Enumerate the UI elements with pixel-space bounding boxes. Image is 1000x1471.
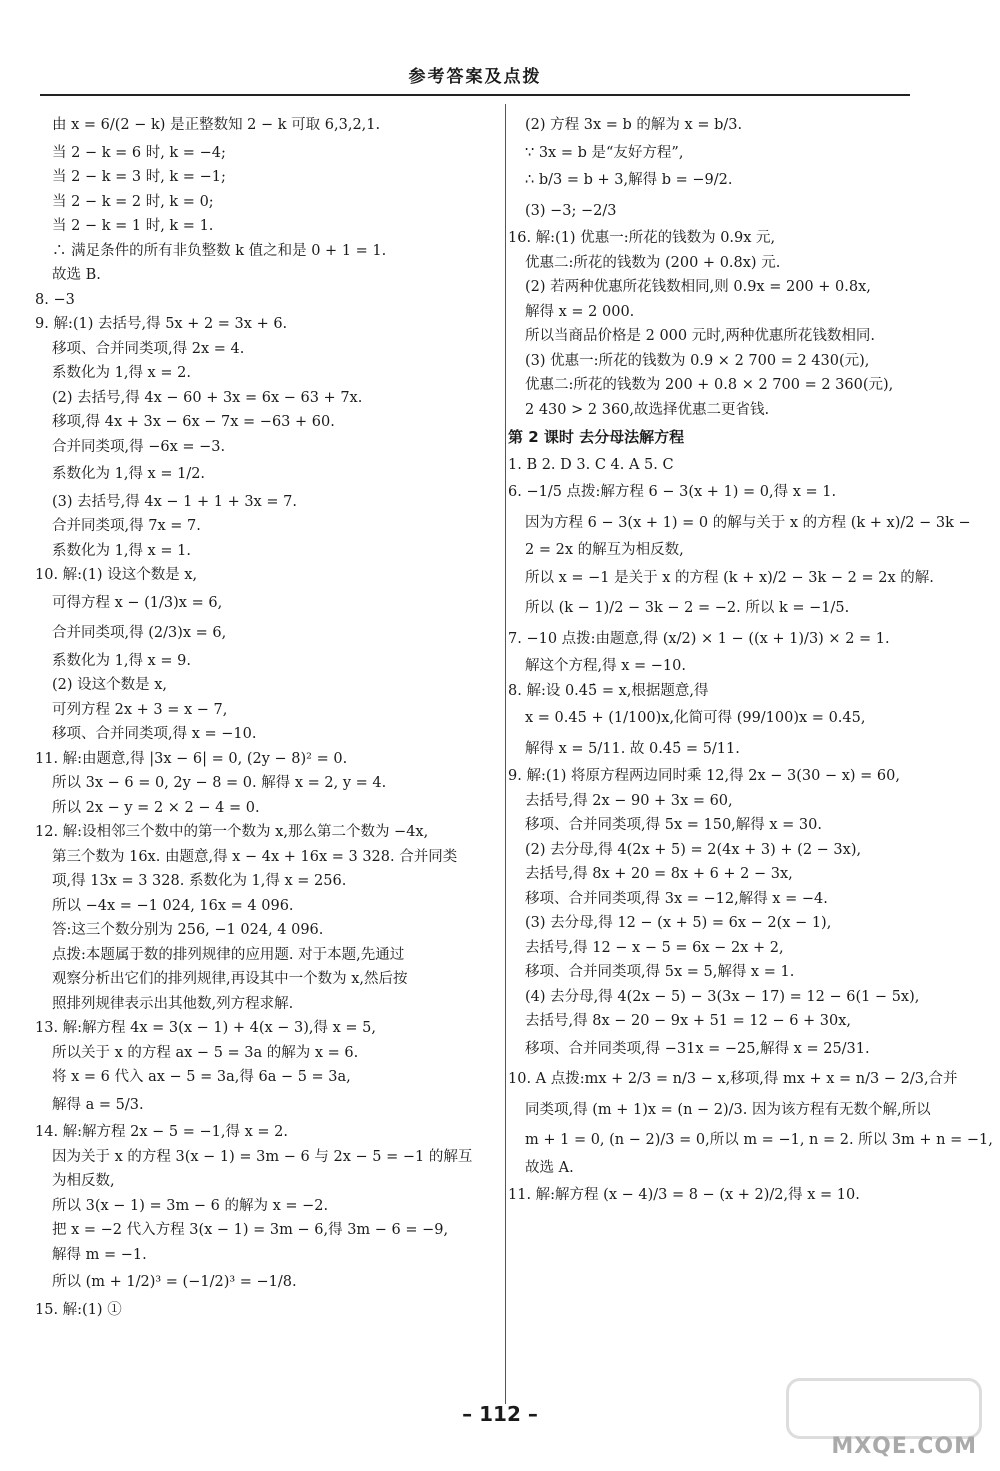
answer-line: 15. 解:(1) ① [35,1301,122,1318]
answer-line: (2) 去分母,得 4(2x + 5) = 2(4x + 3) + (2 − 3x), [525,841,862,858]
answer-line: 11. 解:解方程 (x − 4)/3 = 8 − (x + 2)/2,得 x = 10. [508,1187,860,1203]
answer-line: 系数化为 1,得 x = 9. [52,652,191,669]
answer-line: ∴ b/3 = b + 3,解得 b = −9/2. [525,172,733,188]
answer-line: 优惠二:所花的钱数为 200 + 0.8 × 2 700 = 2 360(元), [525,377,894,393]
left-column [35,112,475,1324]
header-rule [40,94,910,96]
answer-line: 移项、合并同类项,得 −31x = −25,解得 x = 25/31. [525,1040,870,1057]
answer-line: 合并同类项,得 7x = 7. [52,518,201,534]
answer-line: 解这个方程,得 x = −10. [525,658,686,674]
answer-line: 所以关于 x 的方程 ax − 5 = 3a 的解为 x = 6. [52,1044,359,1061]
answer-line: ∴ 满足条件的所有非负整数 k 值之和是 0 + 1 = 1. [52,242,387,259]
answer-line: 解得 x = 2 000. [525,303,635,320]
answer-line: (4) 去分母,得 4(2x − 5) − 3(3x − 17) = 12 − 6(1 − 5x), [525,988,920,1005]
answer-line: 10. A 点拨:mx + 2/3 = n/3 − x,移项,得 mx + x = n/3 − 2/3,合并 [508,1071,958,1087]
answer-line: 项,得 13x = 3 328. 系数化为 1,得 x = 256. [52,873,347,889]
page-number: – 112 – [462,1402,538,1426]
answer-line: 第三个数为 16x. 由题意,得 x − 4x + 16x = 3 328. 合并同类 [52,848,458,865]
watermark-text: MXQE.COM [831,1434,977,1459]
section-heading: 第 2 课时 去分母法解方程 [508,427,685,446]
answer-line: 解得 x = 5/11. 故 0.4̇5̇ = 5/11. [525,740,740,757]
answer-line: (3) −3; −2/3 [525,202,617,219]
answer-line: 6. −1/5 点拨:解方程 6 − 3(x + 1) = 0,得 x = 1. [508,484,837,500]
answer-line: (2) 方程 3x = b 的解为 x = b/3. [525,117,743,133]
answer-line: 9. 解:(1) 去括号,得 5x + 2 = 3x + 6. [35,316,288,332]
answer-line: 移项、合并同类项,得 2x = 4. [52,340,245,357]
answer-line: 观察分析出它们的排列规律,再设其中一个数为 x,然后按 [52,971,408,987]
answer-line: (3) 去分母,得 12 − (x + 5) = 6x − 2(x − 1), [525,915,832,931]
answer-line: 故选 B. [52,267,101,283]
answer-line: 12. 解:设相邻三个数中的第一个数为 x,那么第二个数为 −4x, [35,824,429,840]
answer-line: x = 0.45 + (1/100)x,化简可得 (99/100)x = 0.45, [525,710,866,726]
answer-line: 合并同类项,得 −6x = −3. [52,438,226,455]
answer-line: 所以 2x − y = 2 × 2 − 4 = 0. [52,799,260,816]
watermark-logo-icon [786,1378,982,1439]
answer-line: 所以 3x − 6 = 0, 2y − 8 = 0. 解得 x = 2, y = 4. [52,775,387,791]
answer-line: 移项、合并同类项,得 5x = 150,解得 x = 30. [525,817,822,833]
answer-line: 移项、合并同类项,得 5x = 5,解得 x = 1. [525,964,795,980]
answer-line: ∵ 3x = b 是“友好方程”, [525,144,684,161]
answer-line: (2) 去括号,得 4x − 60 + 3x = 6x − 63 + 7x. [52,389,363,406]
answer-line: 移项、合并同类项,得 x = −10. [52,726,257,742]
answer-line: (3) 优惠一:所花的钱数为 0.9 × 2 700 = 2 430(元), [525,352,870,369]
answer-line: 点拨:本题属于数的排列规律的应用题. 对于本题,先通过 [52,946,405,963]
answer-line: 去括号,得 8x − 20 − 9x + 51 = 12 − 6 + 30x, [525,1013,852,1029]
answer-line: (2) 若两种优惠所花钱数相同,则 0.9x = 200 + 0.8x, [525,279,871,295]
answer-line: 故选 A. [525,1159,574,1176]
answer-line: 8. 解:设 0.4̇5̇ = x,根据题意,得 [508,682,709,699]
answer-line: 去括号,得 12 − x − 5 = 6x − 2x + 2, [525,939,784,956]
answer-line: 9. 解:(1) 将原方程两边同时乘 12,得 2x − 3(30 − x) = 60, [508,768,900,784]
watermark [782,1378,982,1458]
answer-line: m + 1 = 0, (n − 2)/3 = 0,所以 m = −1, n = 2. 所以 3m + n = −1, [525,1132,993,1148]
answer-line: 当 2 − k = 2 时, k = 0; [52,193,214,210]
page-header-title: 参考答案及点拨 [408,67,542,87]
answer-line: 16. 解:(1) 优惠一:所花的钱数为 0.9x 元, [508,230,776,246]
answer-line: 系数化为 1,得 x = 1/2. [52,466,206,482]
answer-line: 照排列规律表示出其他数,列方程求解. [52,995,294,1012]
answer-line: 移项、合并同类项,得 3x = −12,解得 x = −4. [525,890,828,907]
answer-line: 答:这三个数分别为 256, −1 024, 4 096. [52,922,324,938]
answer-line: 10. 解:(1) 设这个数是 x, [35,567,198,583]
answer-line: 7. −10 点拨:由题意,得 (x/2) × 1 − ((x + 1)/3) × 2 = 1. [508,630,890,647]
answer-line: 所以 3(x − 1) = 3m − 6 的解为 x = −2. [52,1197,329,1214]
answer-line: 由 x = 6/(2 − k) 是正整数知 2 − k 可取 6,3,2,1. [52,117,381,133]
answer-line: 8. −3 [35,291,75,308]
answer-line: 1. B 2. D 3. C 4. A 5. C [508,456,674,473]
answer-line: 可列方程 2x + 3 = x − 7, [52,701,228,718]
answer-line: 移项,得 4x + 3x − 6x − 7x = −63 + 60. [52,414,335,430]
answer-line: 因为关于 x 的方程 3(x − 1) = 3m − 6 与 2x − 5 = −1 的解互 [52,1148,473,1165]
answer-line: (3) 去括号,得 4x − 1 + 1 + 3x = 7. [52,493,297,510]
answer-line: 所以 x = −1 是关于 x 的方程 (k + x)/2 − 3k − 2 = 2x 的解. [525,569,934,586]
answer-line: 当 2 − k = 1 时, k = 1. [52,218,214,234]
answer-line: 13. 解:解方程 4x = 3(x − 1) + 4(x − 3),得 x = 5, [35,1020,377,1036]
answer-line: 将 x = 6 代入 ax − 5 = 3a,得 6a − 5 = 3a, [52,1069,351,1085]
answer-line: 同类项,得 (m + 1)x = (n − 2)/3. 因为该方程有无数个解,所以 [525,1101,931,1118]
answer-line: 系数化为 1,得 x = 1. [52,542,191,559]
answer-line: 为相反数, [52,1173,115,1189]
answer-line: 解得 m = −1. [52,1246,147,1263]
column-divider [505,104,506,1404]
answer-line: 去括号,得 8x + 20 = 8x + 6 + 2 − 3x, [525,866,793,882]
answer-line: (2) 设这个数是 x, [52,677,168,693]
answer-line: 可得方程 x − (1/3)x = 6, [52,594,223,611]
answer-line: 解得 a = 5/3. [52,1096,144,1113]
answer-line: 所以 (k − 1)/2 − 3k − 2 = −2. 所以 k = −1/5. [525,600,850,616]
answer-line: 去括号,得 2x − 90 + 3x = 60, [525,792,733,809]
answer-line: 把 x = −2 代入方程 3(x − 1) = 3m − 6,得 3m − 6 = −9, [52,1222,449,1238]
answer-line: 2 = 2x 的解互为相反数, [525,542,684,558]
right-column [508,112,993,1213]
answer-line: 当 2 − k = 6 时, k = −4; [52,144,226,161]
answer-line: 合并同类项,得 (2/3)x = 6, [52,625,227,641]
answer-line: 系数化为 1,得 x = 2. [52,365,191,381]
answer-line: 优惠二:所花的钱数为 (200 + 0.8x) 元. [525,254,781,271]
answer-line: 所以 −4x = −1 024, 16x = 4 096. [52,897,294,914]
answer-line: 14. 解:解方程 2x − 5 = −1,得 x = 2. [35,1124,288,1140]
answer-line: 因为方程 6 − 3(x + 1) = 0 的解与关于 x 的方程 (k + x)/2 − 3k − [525,514,971,531]
answer-line: 当 2 − k = 3 时, k = −1; [52,169,226,185]
answer-line: 所以 (m + 1/2)³ = (−1/2)³ = −1/8. [52,1274,297,1290]
answer-line: 11. 解:由题意,得 |3x − 6| = 0, (2y − 8)² = 0. [35,750,348,767]
answer-line: 2 430 > 2 360,故选择优惠二更省钱. [525,401,770,418]
answer-line: 所以当商品价格是 2 000 元时,两种优惠所花钱数相同. [525,328,875,344]
